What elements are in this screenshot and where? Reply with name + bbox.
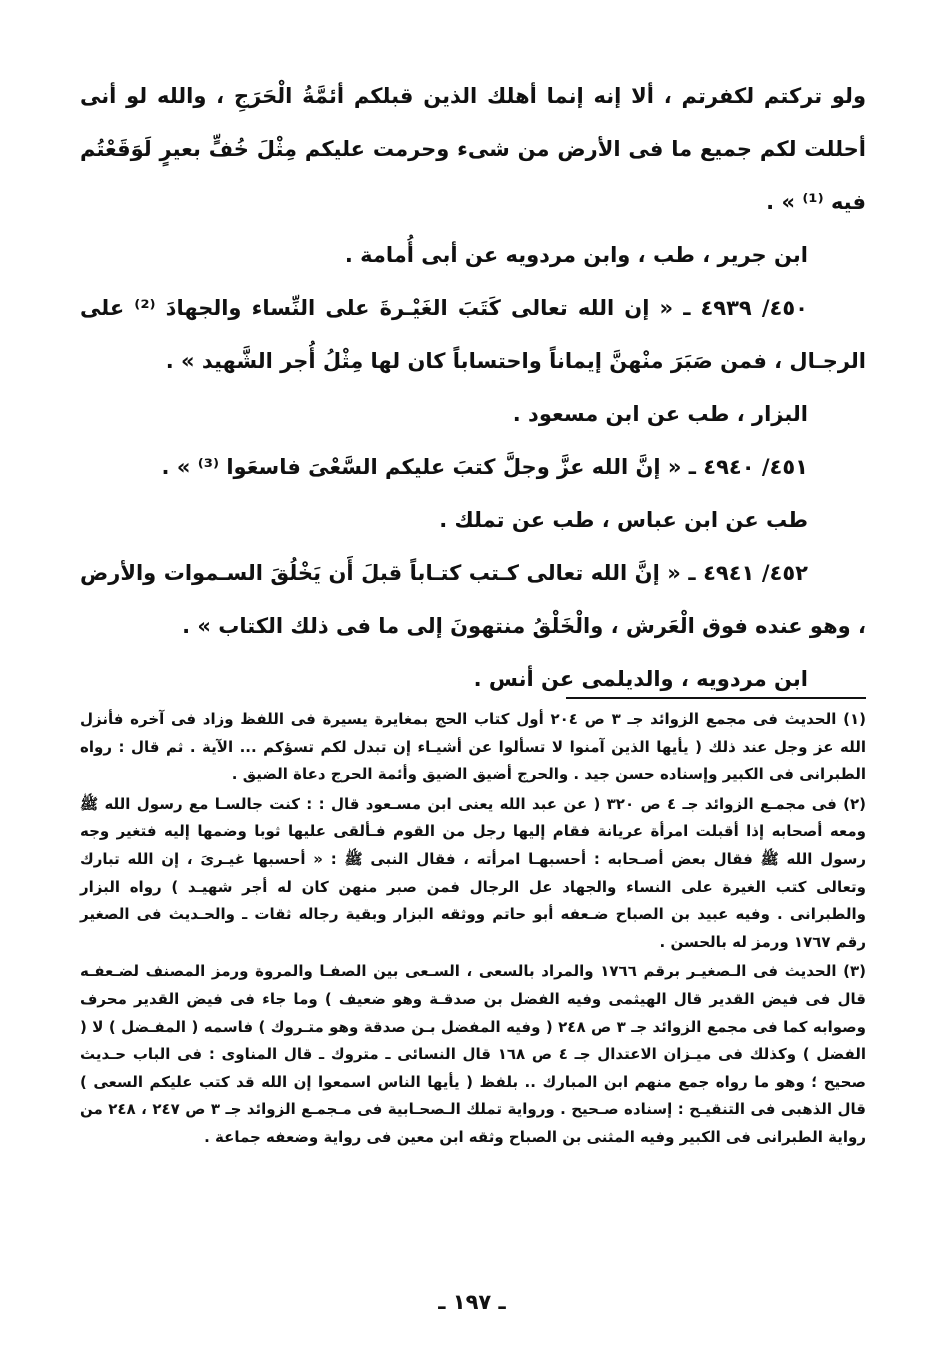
hadith-452-source: ابن مردويه ، والديلمى عن أنس .	[473, 667, 808, 691]
main-text	[80, 70, 866, 706]
hadith-451: ٤٥١/ ٤٩٤٠ ـ « إنَّ الله عزَّ وجلَّ كتبَ عليكم السَّعْىَ فاسعَوا ⁽³⁾ » .	[161, 455, 808, 479]
hadith-450-source: البزار ، طب عن ابن مسعود .	[512, 402, 808, 426]
footnote-3: (٣) الحديث فى الـصغيـر برقم ١٧٦٦ والمراد بالسعى ، السـعى بين الصفـا والمروة ورمز المصنف لضـعفـه قال فى فيض القدير قال الهيثمى وفيه الفضل بن صدقـة وهو ضعيف ) وما جاء فى فيض القدير محرف وصوابه كما فى مجمع الزوائد جـ ٣ ص ٢٤٨ ( وفيه المفضل بـن صدقة وهو متـروك ) فاسمه ( المفـضل ) لا ( الفضل ) وكذلك فى ميـزان الاعتدال جـ ٤ ص ١٦٨ قال النسائى ـ متروك ـ قال المناوى : فى الباب حـديث صحيح ؛ وهو ما رواه جمع منهم ابن المبارك .. بلفظ ( يأيها الناس اسمعوا إن الله قد كتب عليكم السعى ) قال الذهبى فى التنقيـح : إسناده صـحيح . ورواية تملك الـصحـابية فى مـجمـع الزوائد جـ ٣ ص ٢٤٧ ، ٢٤٨ من رواية الطبرانى فى الكبير وفيه المثنى بن الصباح وثقه ابن معين فى رواية وضعفه جماعة .	[80, 962, 867, 1146]
hadith-452: ٤٥٢/ ٤٩٤١ ـ « إنَّ الله تعالى كـتب كتـاباً قبلَ أَن يَخْلُقَ السـموات والأرض ، وهو عنده فوق الْعَرش ، والْخَلْقُ منتهونَ إلى ما فى ذلك الكتاب » .	[80, 561, 866, 638]
hadith-449-continuation: ولو تركتم لكفرتم ، ألا إنه إنما أهلك الذين قبلكم أئمَّةُ الْحَرَجِ ، والله لو أنى أحللت لكم جميع ما فى الأرض من شىء وحرمت عليكم مِثْلَ خُفٍّ بعيرٍ لَوَقَعْتُم فيه ⁽¹⁾ » .	[80, 84, 866, 214]
footnote-divider	[566, 697, 866, 699]
footnote-2: (٢) فى مجمـع الزوائد جـ ٤ ص ٣٢٠ ( عن عبد الله يعنى ابن مسـعود قال : : كنت جالسـا مع رسول الله ﷺ ومعه أصحابه إذا أقبلت امرأة عريانة فقام إليها رجل من القوم فـألقى عليها ثوبا وضمها إليه فتغير وجه رسول الله ﷺ فقال بعض أصـحابه : أحسبهـا امرأته ، فقال النبى ﷺ : « أحسبها غيـرىَ ، إن الله تبارك وتعالى كتب الغيرة على النساء والجهاد عل الرجال فمن صبر منهن كان له أجر شهيـد ) رواه البزار والطبرانى . وفيه عبيد بن الصباح ضـعفه أبو حاتم ووثقه البزار وبقية رجاله ثقات ـ والحـديث فى الصغير رقم ١٧٦٧ ورمز له بالحسن .	[80, 794, 867, 951]
hadith-450: ٤٥٠/ ٤٩٣٩ ـ « إن الله تعالى كَتَبَ الغَيْـرةَ على النِّساء والجهادَ ⁽²⁾ على الرجـال ، فمن صَبَرَ منْهنَّ إيماناً واحتساباً كان لها مِثْلُ أُجر الشَّهيد » .	[80, 296, 866, 373]
hadith-451-source: طب عن ابن عباس ، طب عن تملك .	[439, 508, 808, 532]
page-number: ـ ١٩٧ ـ	[438, 1290, 506, 1314]
footnote-1: (١) الحديث فى مجمع الزوائد جـ ٣ ص ٢٠٤ أول كتاب الحج بمغايرة يسيرة فى اللفظ وزاد فى آخره فأنزل الله عز وجل عند ذلك ( يأيها الذين آمنوا لا تسألوا عن أشيـاء إن تبدل لكم تسؤكم ... الآية . ثم قال : رواه الطبرانى فى الكبير وإسناده حسن جيد . والحرج أضيق الضيق وأئمة الحرج دعاة الضيق .	[80, 710, 867, 784]
hadith-449-source: ابن جرير ، طب ، وابن مردويه عن أبى أُمامة .	[344, 243, 808, 267]
footnotes	[80, 706, 866, 1154]
